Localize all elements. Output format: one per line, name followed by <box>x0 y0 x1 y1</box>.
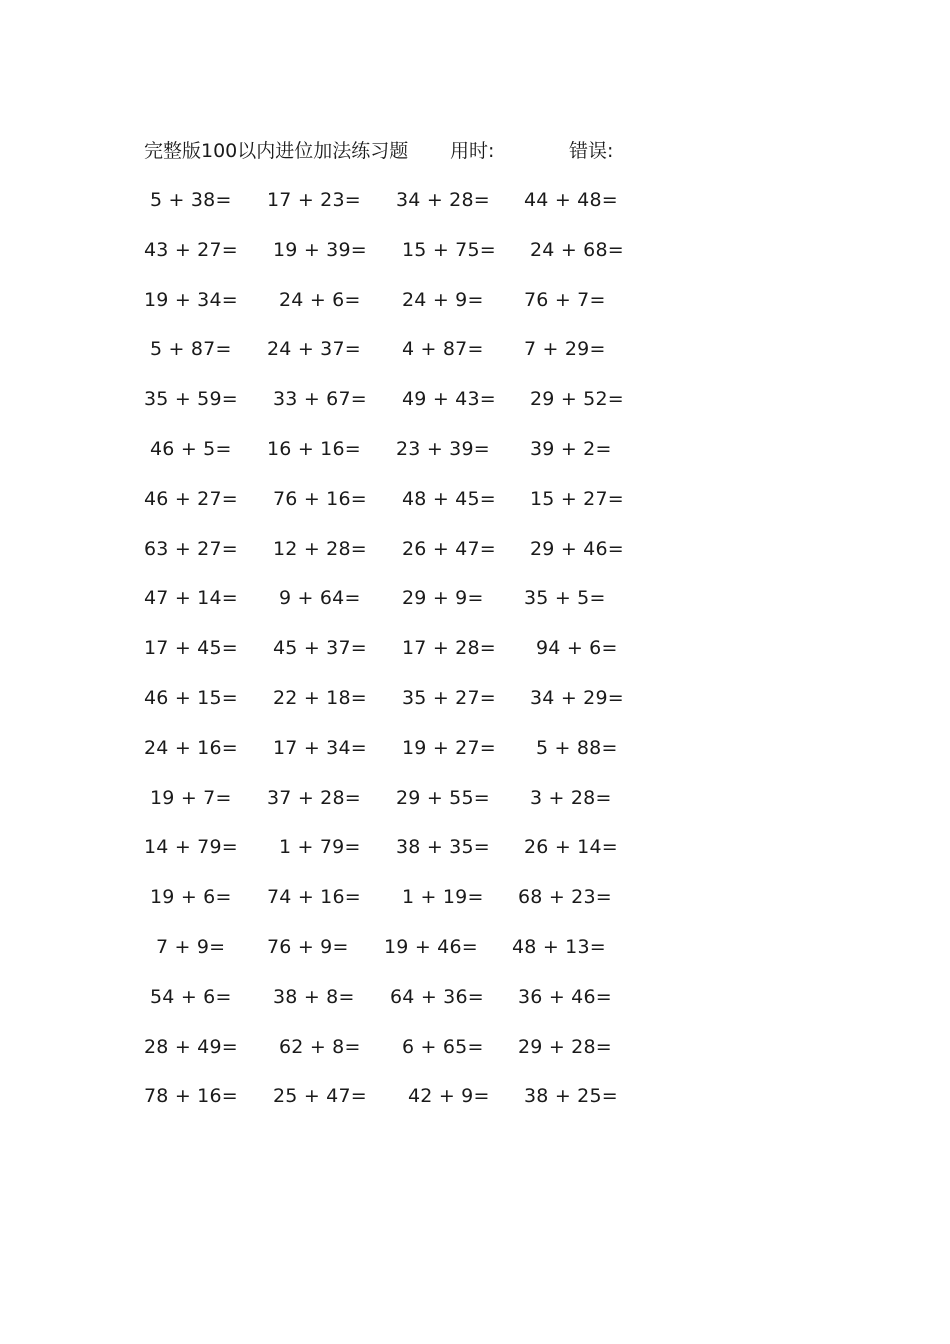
problem-row <box>0 734 950 784</box>
problem-row <box>0 933 950 983</box>
addition-problem: 19 + 7= <box>150 786 232 809</box>
addition-problem: 64 + 36= <box>390 985 484 1008</box>
problem-row <box>0 1033 950 1083</box>
addition-problem: 17 + 28= <box>402 637 496 660</box>
addition-problem: 46 + 15= <box>144 686 238 709</box>
addition-problem: 24 + 37= <box>267 338 361 361</box>
addition-problem: 54 + 6= <box>150 985 232 1008</box>
problem-row <box>0 584 950 634</box>
worksheet-title: 完整版100以内进位加法练习题 <box>144 140 409 162</box>
addition-problem: 29 + 46= <box>530 537 624 560</box>
addition-problem: 94 + 6= <box>536 637 618 660</box>
addition-problem: 48 + 13= <box>512 935 606 958</box>
addition-problem: 38 + 35= <box>396 836 490 859</box>
addition-problem: 47 + 14= <box>144 587 238 610</box>
addition-problem: 76 + 9= <box>267 935 349 958</box>
addition-problem: 45 + 37= <box>273 637 367 660</box>
addition-problem: 6 + 65= <box>402 1035 484 1058</box>
addition-problem: 19 + 27= <box>402 736 496 759</box>
problem-row <box>0 784 950 834</box>
problem-row <box>0 883 950 933</box>
addition-problem: 1 + 19= <box>402 886 484 909</box>
addition-problem: 17 + 45= <box>144 637 238 660</box>
addition-problem: 12 + 28= <box>273 537 367 560</box>
addition-problem: 15 + 75= <box>402 238 496 261</box>
problem-row <box>0 833 950 883</box>
addition-problem: 24 + 68= <box>530 238 624 261</box>
addition-problem: 29 + 55= <box>396 786 490 809</box>
addition-problem: 63 + 27= <box>144 537 238 560</box>
addition-problem: 35 + 5= <box>524 587 606 610</box>
addition-problem: 48 + 45= <box>402 487 496 510</box>
addition-problem: 43 + 27= <box>144 238 238 261</box>
addition-problem: 24 + 6= <box>279 288 361 311</box>
addition-problem: 34 + 29= <box>530 686 624 709</box>
addition-problem: 74 + 16= <box>267 886 361 909</box>
addition-problem: 23 + 39= <box>396 437 490 460</box>
problem-row <box>0 983 950 1033</box>
addition-problem: 44 + 48= <box>524 189 618 211</box>
addition-problem: 38 + 8= <box>273 985 355 1008</box>
problem-row <box>0 236 950 286</box>
addition-problem: 35 + 59= <box>144 388 238 411</box>
addition-problem: 78 + 16= <box>144 1085 238 1108</box>
addition-problem: 33 + 67= <box>273 388 367 411</box>
addition-problem: 62 + 8= <box>279 1035 361 1058</box>
addition-problem: 46 + 5= <box>150 437 232 460</box>
addition-problem: 15 + 27= <box>530 487 624 510</box>
problem-row <box>0 684 950 734</box>
addition-problem: 35 + 27= <box>402 686 496 709</box>
addition-problem: 39 + 2= <box>530 437 612 460</box>
addition-problem: 26 + 14= <box>524 836 618 859</box>
addition-problem: 17 + 23= <box>267 189 361 211</box>
addition-problem: 76 + 7= <box>524 288 606 311</box>
addition-problem: 16 + 16= <box>267 437 361 460</box>
addition-problem: 14 + 79= <box>144 836 238 859</box>
addition-problem: 4 + 87= <box>402 338 484 361</box>
addition-problem: 22 + 18= <box>273 686 367 709</box>
addition-problem: 3 + 28= <box>530 786 612 809</box>
addition-problem: 9 + 64= <box>279 587 361 610</box>
addition-problem: 34 + 28= <box>396 189 490 211</box>
problem-row <box>0 485 950 535</box>
addition-problem: 49 + 43= <box>402 388 496 411</box>
addition-problem: 29 + 9= <box>402 587 484 610</box>
addition-problem: 5 + 87= <box>150 338 232 361</box>
addition-problem: 29 + 28= <box>518 1035 612 1058</box>
addition-problem: 19 + 46= <box>384 935 478 958</box>
addition-problem: 5 + 38= <box>150 189 232 211</box>
addition-problem: 24 + 9= <box>402 288 484 311</box>
addition-problem: 26 + 47= <box>402 537 496 560</box>
problem-row <box>0 186 950 236</box>
addition-problem: 37 + 28= <box>267 786 361 809</box>
addition-problem: 24 + 16= <box>144 736 238 759</box>
addition-problem: 19 + 34= <box>144 288 238 311</box>
problem-row <box>0 335 950 385</box>
addition-problem: 68 + 23= <box>518 886 612 909</box>
addition-problem: 29 + 52= <box>530 388 624 411</box>
problem-row <box>0 435 950 485</box>
problem-row <box>0 1082 950 1132</box>
error-label: 错误: <box>569 140 614 162</box>
addition-problem: 17 + 34= <box>273 736 367 759</box>
addition-problem: 25 + 47= <box>273 1085 367 1108</box>
addition-problem: 19 + 39= <box>273 238 367 261</box>
addition-problem: 7 + 29= <box>524 338 606 361</box>
problem-grid <box>0 186 950 1132</box>
problem-row <box>0 634 950 684</box>
addition-problem: 19 + 6= <box>150 886 232 909</box>
addition-problem: 36 + 46= <box>518 985 612 1008</box>
problem-row <box>0 286 950 336</box>
addition-problem: 46 + 27= <box>144 487 238 510</box>
addition-problem: 76 + 16= <box>273 487 367 510</box>
addition-problem: 5 + 88= <box>536 736 618 759</box>
addition-problem: 42 + 9= <box>408 1085 490 1108</box>
addition-problem: 1 + 79= <box>279 836 361 859</box>
addition-problem: 28 + 49= <box>144 1035 238 1058</box>
problem-row <box>0 385 950 435</box>
addition-problem: 38 + 25= <box>524 1085 618 1108</box>
addition-problem: 7 + 9= <box>156 935 226 958</box>
time-label: 用时: <box>450 140 495 162</box>
problem-row <box>0 535 950 585</box>
